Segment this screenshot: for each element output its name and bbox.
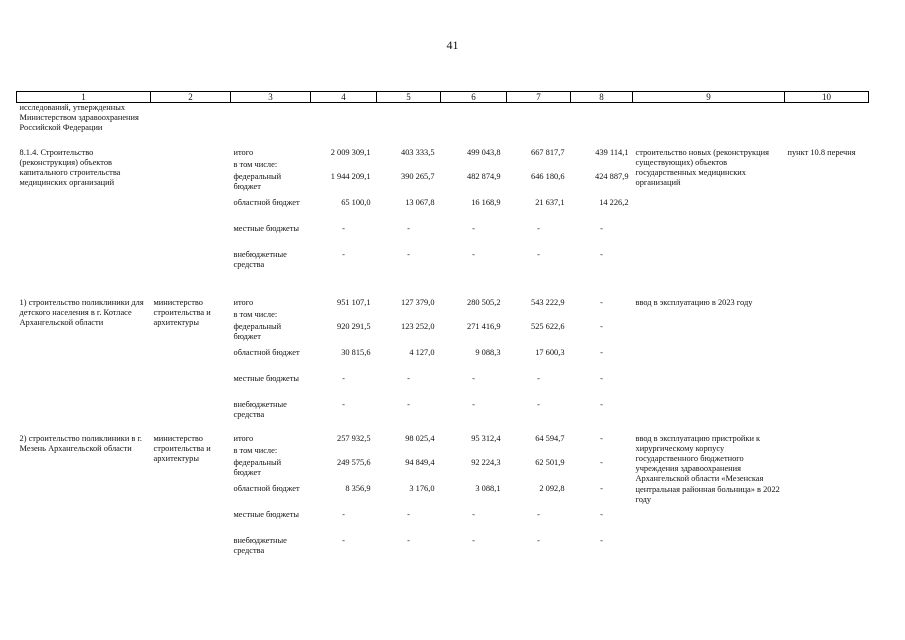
funding-source: внебюджетные средства — [233, 249, 287, 269]
amount-cell: - — [342, 373, 345, 383]
amount-cell: 65 100,0 — [341, 197, 371, 207]
amount-cell: - — [600, 483, 603, 493]
amount-cell: 30 815,6 — [341, 347, 371, 357]
amount-cell: 646 180,6 — [531, 171, 565, 181]
amount-cell: - — [600, 223, 603, 233]
amount-cell: - — [472, 509, 475, 519]
amount-cell: 64 594,7 — [535, 433, 565, 443]
amount-cell: 16 168,9 — [471, 197, 501, 207]
amount-cell: 951 107,1 — [337, 297, 371, 307]
reference — [785, 298, 869, 426]
executor: министерство строительства и архитектуры — [153, 297, 211, 328]
funding-source: итого — [233, 147, 254, 157]
amount-cell — [507, 160, 571, 172]
amount-cell — [377, 310, 441, 322]
amount-cell — [571, 446, 633, 458]
column-header: 2 — [151, 92, 231, 103]
amount-cell: 17 600,3 — [535, 347, 565, 357]
amount-cell: - — [472, 399, 475, 409]
amount-cell: - — [600, 535, 603, 545]
amount-cell: - — [407, 249, 410, 259]
amount-cell — [507, 446, 571, 458]
amount-cell: - — [342, 223, 345, 233]
amount-cell: - — [537, 249, 540, 259]
amount-cell: 123 252,0 — [401, 321, 435, 331]
amount-cell — [571, 310, 633, 322]
amount-cell: 3 176,0 — [409, 483, 435, 493]
budget-row — [17, 434, 869, 446]
amount-cell — [441, 310, 507, 322]
amount-cell: 257 932,5 — [337, 433, 371, 443]
measure-name: 2) строительство поликлиники в г. Мезень Архангельской области — [19, 433, 143, 453]
column-header: 5 — [377, 92, 441, 103]
funding-source: внебюджетные средства — [233, 399, 287, 419]
amount-cell: - — [342, 535, 345, 545]
amount-cell: - — [600, 297, 603, 307]
amount-cell: 424 887,9 — [595, 171, 629, 181]
funding-source: федеральный бюджет — [233, 321, 282, 341]
amount-cell: 543 222,9 — [531, 297, 565, 307]
amount-cell: - — [537, 535, 540, 545]
amount-cell: - — [600, 249, 603, 259]
amount-cell: - — [537, 509, 540, 519]
amount-cell: - — [537, 373, 540, 383]
amount-cell: - — [472, 535, 475, 545]
amount-cell: 403 333,5 — [401, 147, 435, 157]
amount-cell: - — [342, 509, 345, 519]
amount-cell: 4 127,0 — [409, 347, 435, 357]
budget-row — [17, 148, 869, 160]
funding-source: местные бюджеты — [233, 223, 300, 233]
column-header: 6 — [441, 92, 507, 103]
amount-cell: 439 114,1 — [595, 147, 629, 157]
amount-cell: 13 067,8 — [405, 197, 435, 207]
amount-cell: 3 088,1 — [475, 483, 501, 493]
amount-cell: 390 265,7 — [401, 171, 435, 181]
amount-cell: - — [600, 347, 603, 357]
amount-cell: - — [472, 373, 475, 383]
amount-cell — [377, 160, 441, 172]
amount-cell: - — [600, 399, 603, 409]
column-number-row — [17, 92, 869, 103]
amount-cell: - — [407, 223, 410, 233]
column-header: 1 — [17, 92, 151, 103]
amount-cell: - — [600, 457, 603, 467]
column-header: 4 — [311, 92, 377, 103]
amount-cell — [311, 310, 377, 322]
amount-cell — [377, 446, 441, 458]
amount-cell: - — [342, 249, 345, 259]
measure-name: 1) строительство поликлиники для детского населения в г. Котласе Архангельской области — [19, 297, 144, 328]
amount-cell: - — [407, 399, 410, 409]
amount-cell: - — [600, 373, 603, 383]
funding-source: областной бюджет — [233, 347, 300, 357]
amount-cell: - — [342, 399, 345, 409]
executor — [151, 148, 231, 276]
amount-cell — [571, 160, 633, 172]
amount-cell: 271 416,9 — [467, 321, 501, 331]
amount-cell: 499 043,8 — [467, 147, 501, 157]
amount-cell: 920 291,5 — [337, 321, 371, 331]
intro-row — [17, 103, 869, 134]
section-spacer — [17, 426, 869, 434]
funding-source: внебюджетные средства — [233, 535, 287, 555]
amount-cell — [507, 310, 571, 322]
amount-cell: 62 501,9 — [535, 457, 565, 467]
amount-cell: 525 622,6 — [531, 321, 565, 331]
measure-name: 8.1.4. Строительство (реконструкция) объектов капитального строительства медицинских организаций — [19, 147, 121, 188]
amount-cell: - — [472, 223, 475, 233]
budget-row — [17, 298, 869, 310]
amount-cell — [311, 446, 377, 458]
funding-source: в том числе: — [233, 159, 278, 169]
amount-cell: 95 312,4 — [471, 433, 501, 443]
amount-cell: 127 379,0 — [401, 297, 435, 307]
amount-cell: 2 092,8 — [539, 483, 565, 493]
column-header: 8 — [571, 92, 633, 103]
amount-cell: - — [472, 249, 475, 259]
amount-cell: 98 025,4 — [405, 433, 435, 443]
funding-source: местные бюджеты — [233, 509, 300, 519]
funding-source: местные бюджеты — [233, 373, 300, 383]
amount-cell: - — [407, 535, 410, 545]
amount-cell: - — [407, 373, 410, 383]
amount-cell: - — [600, 321, 603, 331]
budget-table — [16, 91, 869, 562]
reference — [785, 434, 869, 562]
amount-cell: - — [407, 509, 410, 519]
amount-cell: 94 849,4 — [405, 457, 435, 467]
section-spacer — [17, 276, 869, 298]
column-header: 3 — [231, 92, 311, 103]
amount-cell: 1 944 209,1 — [330, 171, 371, 181]
amount-cell: - — [537, 399, 540, 409]
reference: пункт 10.8 перечня — [787, 147, 856, 157]
amount-cell: 14 226,2 — [599, 197, 629, 207]
expected-result: ввод в эксплуатацию пристройки к хирургическому корпусу государственного бюджетного учреждения здравоохранения Архангельской области «Мезенская центральная районная больница» в 2022 году — [635, 433, 780, 504]
funding-source: областной бюджет — [233, 483, 300, 493]
column-header: 7 — [507, 92, 571, 103]
amount-cell — [441, 160, 507, 172]
page-number: 41 — [446, 38, 459, 52]
funding-source: в том числе: — [233, 309, 278, 319]
funding-source: в том числе: — [233, 445, 278, 455]
funding-source: федеральный бюджет — [233, 171, 282, 191]
amount-cell: 280 505,2 — [467, 297, 501, 307]
funding-source: областной бюджет — [233, 197, 300, 207]
funding-source: итого — [233, 433, 254, 443]
expected-result: строительство новых (реконструкция существующих) объектов государственных медицинских организаций — [635, 147, 769, 188]
amount-cell: 482 874,9 — [467, 171, 501, 181]
section-spacer — [17, 134, 869, 148]
amount-cell: 8 356,9 — [345, 483, 371, 493]
amount-cell: 9 088,3 — [475, 347, 501, 357]
expected-result: ввод в эксплуатацию в 2023 году — [635, 297, 753, 307]
amount-cell — [441, 446, 507, 458]
amount-cell: - — [600, 509, 603, 519]
amount-cell — [311, 160, 377, 172]
column-header: 10 — [785, 92, 869, 103]
executor: министерство строительства и архитектуры — [153, 433, 211, 464]
funding-source: итого — [233, 297, 254, 307]
amount-cell: 92 224,3 — [471, 457, 501, 467]
amount-cell: 667 817,7 — [531, 147, 565, 157]
amount-cell: - — [537, 223, 540, 233]
amount-cell: 21 637,1 — [535, 197, 565, 207]
amount-cell: 249 575,6 — [337, 457, 371, 467]
intro-text: исследований, утвержденных Министерством здравоохранения Российской Федерации — [19, 103, 139, 133]
amount-cell: - — [600, 433, 603, 443]
amount-cell: 2 009 309,1 — [330, 147, 371, 157]
column-header: 9 — [633, 92, 785, 103]
funding-source: федеральный бюджет — [233, 457, 282, 477]
